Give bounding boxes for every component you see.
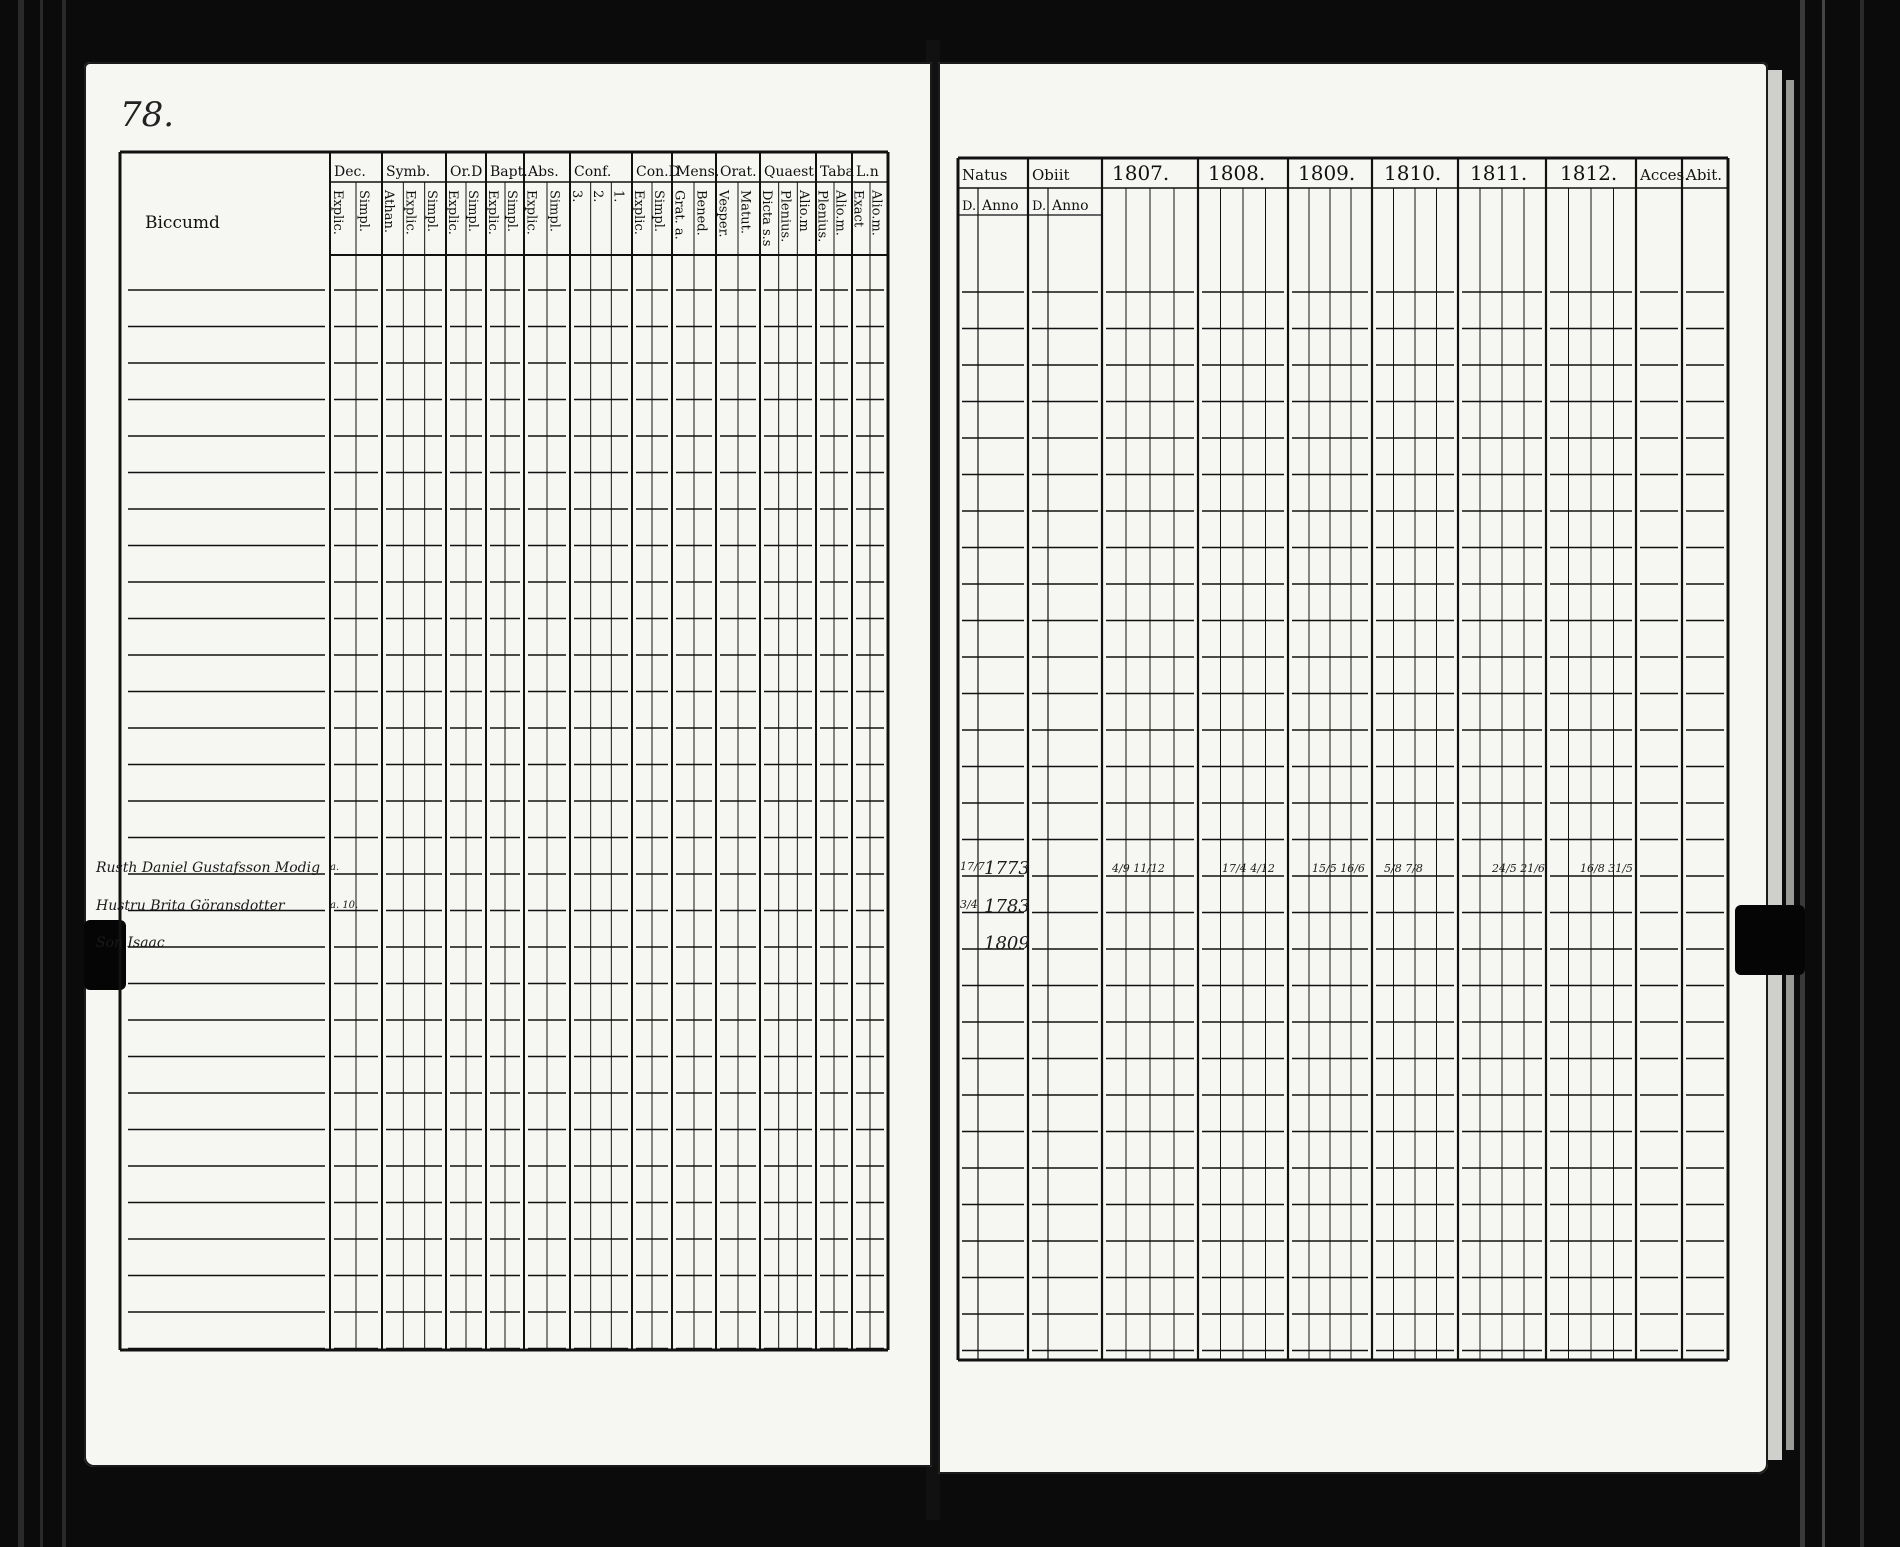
column-header: 1812. bbox=[1560, 161, 1618, 185]
year-mark: 17/4 4/12 bbox=[1222, 862, 1275, 875]
column-subheader: D. bbox=[962, 199, 977, 214]
entry-natus-year: 1773 bbox=[984, 858, 1030, 879]
left-header-word: Biccumd bbox=[145, 213, 220, 233]
column-subheader: Alio.m. bbox=[868, 190, 884, 236]
column-subheader: Plenius. bbox=[814, 190, 830, 243]
column-subheader: Alio.m. bbox=[832, 190, 848, 236]
column-subheader: Anno bbox=[1052, 198, 1089, 214]
entry-mark: a. 10. bbox=[330, 900, 359, 911]
column-subheader: Explic. bbox=[523, 190, 539, 235]
column-header: Bapt. bbox=[490, 164, 528, 180]
column-subheader: D. bbox=[1032, 199, 1047, 214]
column-header: Dec. bbox=[334, 164, 366, 180]
column-subheader: Explic. bbox=[445, 190, 460, 235]
entry-natus-day: 3/4 bbox=[960, 898, 978, 911]
column-subheader: 1. bbox=[610, 190, 626, 203]
column-header: 1808. bbox=[1208, 161, 1266, 185]
column-header: 1807. bbox=[1112, 161, 1170, 185]
column-subheader: Vesper. bbox=[715, 190, 731, 238]
column-subheader: Grat. a. bbox=[671, 190, 687, 240]
column-subheader: Simpl. bbox=[503, 190, 519, 233]
entry-name: Son Isaac bbox=[96, 935, 165, 951]
entry-name: Rusth Daniel Gustafsson Modig bbox=[96, 860, 321, 876]
column-header: Abs. bbox=[528, 164, 559, 180]
column-subheader: Explic. bbox=[329, 190, 345, 235]
column-subheader: Simpl. bbox=[546, 190, 562, 233]
entry-name: Hustru Brita Göransdotter bbox=[96, 898, 285, 914]
column-subheader: Explic. bbox=[402, 190, 418, 235]
column-subheader: Bened. bbox=[693, 190, 709, 236]
year-mark: 5/8 7/8 bbox=[1384, 862, 1423, 875]
column-subheader: Simpl. bbox=[651, 190, 666, 233]
column-subheader: Simpl. bbox=[423, 190, 439, 233]
column-subheader: Explic. bbox=[484, 190, 500, 235]
column-header: 1810. bbox=[1384, 161, 1442, 185]
column-header: 1811. bbox=[1470, 161, 1528, 185]
column-subheader: Matut. bbox=[737, 190, 753, 235]
year-mark: 16/8 31/5 bbox=[1580, 862, 1633, 875]
column-header: Mens. bbox=[676, 164, 720, 180]
column-header: Obiit bbox=[1032, 166, 1070, 184]
page-number: 78. bbox=[120, 95, 175, 135]
column-header: Con.D bbox=[636, 164, 680, 180]
column-subheader: 2. bbox=[589, 190, 605, 203]
column-header: Orat. bbox=[720, 164, 757, 180]
column-subheader: Simpl. bbox=[355, 190, 371, 233]
column-header: Symb. bbox=[386, 164, 431, 180]
column-header: Conf. bbox=[574, 164, 612, 180]
column-header: Taba bbox=[820, 164, 854, 180]
column-subheader: Anno bbox=[982, 198, 1019, 214]
column-subheader: Athan. bbox=[381, 190, 397, 234]
year-mark: 4/9 11/12 bbox=[1112, 862, 1165, 875]
column-subheader: 3. bbox=[569, 190, 585, 203]
column-header: Quaest. bbox=[764, 164, 819, 180]
year-mark: 24/5 21/6 bbox=[1492, 862, 1545, 875]
column-subheader: Simpl. bbox=[465, 190, 480, 233]
column-subheader: Exact bbox=[850, 190, 866, 228]
column-subheader: Dicta s.s bbox=[758, 190, 774, 247]
entry-natus-year: 1809 bbox=[984, 933, 1030, 954]
column-header: Abit. bbox=[1686, 166, 1723, 184]
year-mark: 15/5 16/6 bbox=[1312, 862, 1365, 875]
column-header: 1809. bbox=[1298, 161, 1356, 185]
column-subheader: Plenius. bbox=[777, 190, 793, 243]
entry-natus-year: 1783 bbox=[984, 896, 1030, 917]
column-header: Or.D bbox=[450, 164, 483, 180]
column-subheader: Alio.m bbox=[796, 190, 812, 232]
column-header: L.n bbox=[856, 164, 879, 180]
column-header: Natus bbox=[962, 166, 1008, 184]
entry-mark: a. bbox=[330, 862, 340, 873]
column-header: Acces. bbox=[1640, 166, 1689, 184]
column-subheader: Explic. bbox=[631, 190, 646, 235]
entry-natus-day: 17/7 bbox=[960, 860, 985, 873]
